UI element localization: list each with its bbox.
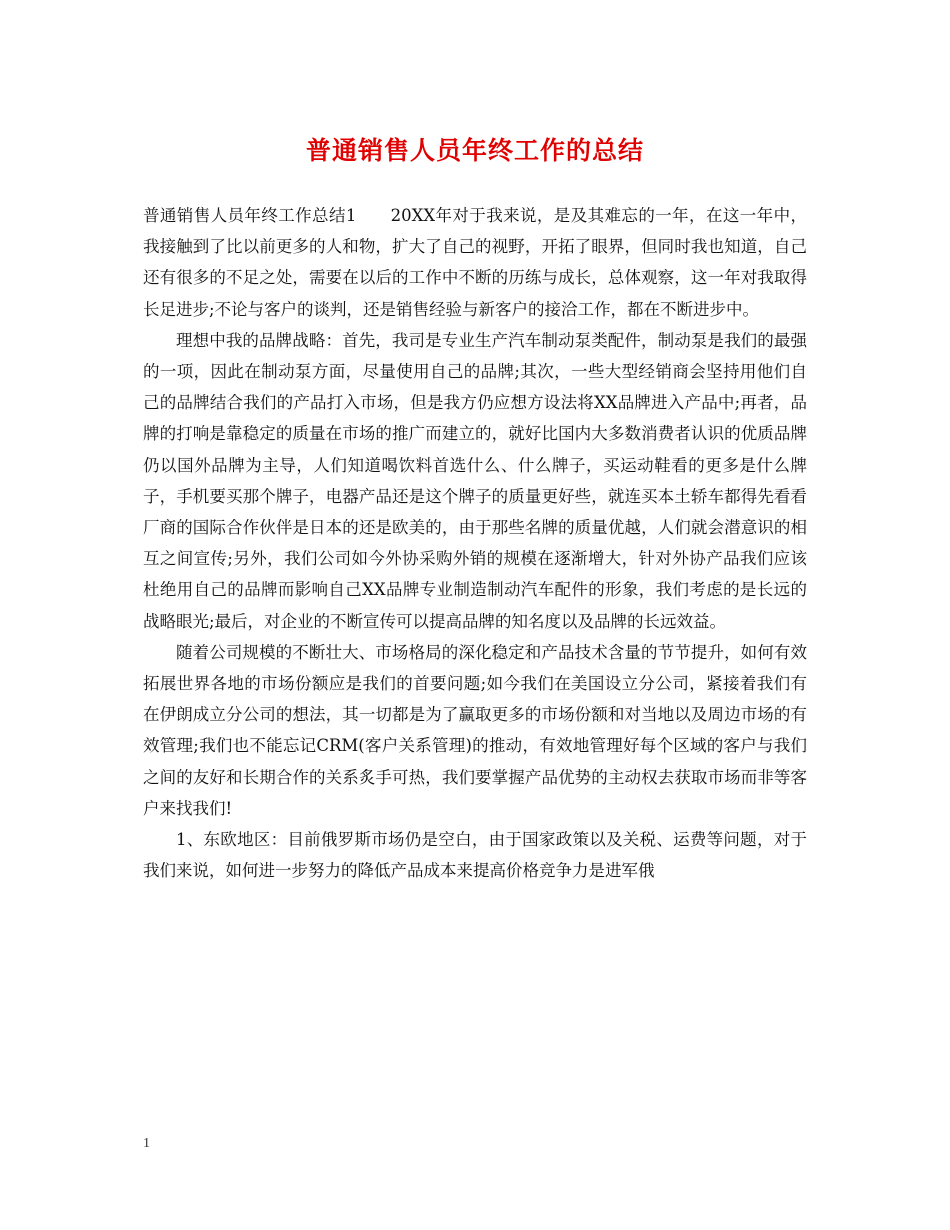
- document-title: 普通销售人员年终工作的总结: [305, 136, 644, 165]
- page-number: 1: [143, 1136, 150, 1151]
- document-body: [143, 200, 807, 886]
- paragraph-4: 1、东欧地区：目前俄罗斯市场仍是空白，由于国家政策以及关税、运费等问题，对于我们来说，如何进一步努力的降低产品成本来提高价格竞争力是进军俄: [143, 830, 807, 881]
- paragraph-1: 普通销售人员年终工作总结1 20XX年对于我来说，是及其难忘的一年，在这一年中，我接触到了比以前更多的人和物，扩大了自己的视野，开拓了眼界，但同时我也知道，自己还有很多的不足之处，需要在以后的工作中不断的历练与成长，总体观察，这一年对我取得长足进步;不论与客户的谈判，还是销售经验与新客户的接洽工作，都在不断进步中。: [143, 206, 807, 319]
- paragraph-3: 随着公司规模的不断壮大、市场格局的深化稳定和产品技术含量的节节提升，如何有效拓展世界各地的市场份额应是我们的首要问题;如今我们在美国设立分公司，紧接着我们有在伊朗成立分公司的想法，其一切都是为了赢取更多的市场份额和对当地以及周边市场的有效管理;我们也不能忘记CRM(客户关系管理)的推动，有效地管理好每个区域的客户与我们之间的友好和长期合作的关系炙手可热，我们要掌握产品优势的主动权去获取市场而非等客户来找我们!: [143, 642, 807, 818]
- paragraph-2: 理想中我的品牌战略：首先，我司是专业生产汽车制动泵类配件，制动泵是我们的最强的一项，因此在制动泵方面，尽量使用自己的品牌;其次，一些大型经销商会坚持用他们自己的品牌结合我们的产品打入市场，但是我方仍应想方设法将XX品牌进入产品中;再者，品牌的打响是靠稳定的质量在市场的推广而建立的，就好比国内大多数消费者认识的优质品牌仍以国外品牌为主导，人们知道喝饮料首选什么、什么牌子，买运动鞋看的更多是什么牌子，手机要买那个牌子，电器产品还是这个牌子的质量更好些，就连买本土轿车都得先看看厂商的国际合作伙伴是日本的还是欧美的，由于那些名牌的质量优越，人们就会潜意识的相互之间宣传;另外，我们公司如今外协采购外销的规模在逐渐增大，针对外协产品我们应该杜绝用自己的品牌而影响自己XX品牌专业制造制动汽车配件的形象，我们考虑的是长远的战略眼光;最后，对企业的不断宣传可以提高品牌的知名度以及品牌的长远效益。: [143, 330, 807, 631]
